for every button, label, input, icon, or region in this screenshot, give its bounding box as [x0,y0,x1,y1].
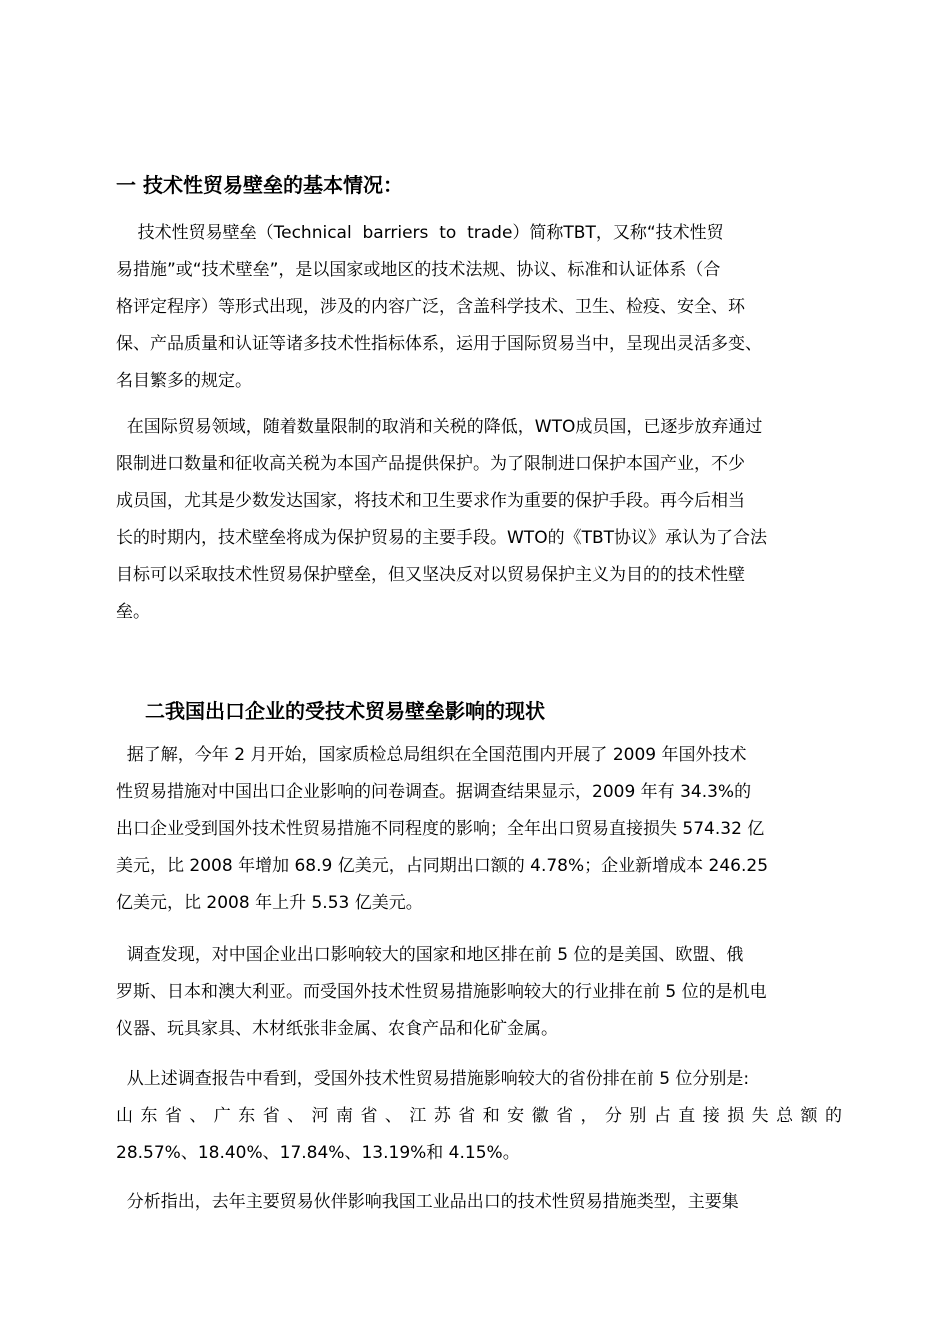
section-2-paragraph-1 [116,737,842,922]
text-line: 易措施”或“技术壁垒”，是以国家或地区的技术法规、协议、标准和认证体系（合 [116,260,721,280]
text-line: 仪器、玩具家具、木材纸张非金属、农食产品和化矿金属。 [116,1019,558,1039]
text-line: 出口企业受到国外技术性贸易措施不同程度的影响；全年出口贸易直接损失 574.32 亿 [116,819,765,839]
text-line: 保、产品质量和认证等诸多技术性指标体系，运用于国际贸易当中，呈现出灵活多变、 [116,334,762,354]
text-line: 山 东 省 、 广 东 省 、 河 南 省 、 江 苏 省 和 安 徽 省 ， 分 别 占 直 接 损 失 总 额 的 [116,1106,842,1126]
text-line: 垒。 [116,602,150,622]
text-line: 成员国，尤其是少数发达国家，将技术和卫生要求作为重要的保护手段。再今后相当 [116,491,745,511]
text-line: 格评定程序）等形式出现，涉及的内容广泛，含盖科学技术、卫生、检疫、安全、环 [116,297,745,317]
section-1-paragraph-2 [116,409,842,631]
text-line: 性贸易措施对中国出口企业影响的问卷调查。据调查结果显示，2009 年有 34.3%的 [116,782,752,802]
section-1-paragraph-1 [116,215,842,400]
section-1-heading: 一 技术性贸易壁垒的基本情况： [116,173,403,197]
text-line: 分析指出，去年主要贸易伙伴影响我国工业品出口的技术性贸易措施类型，主要集 [116,1192,739,1212]
section-2-paragraph-2 [116,937,842,1048]
text-line: 从上述调查报告中看到，受国外技术性贸易措施影响较大的省份排在前 5 位分别是: [116,1069,750,1089]
text-line: 美元，比 2008 年增加 68.9 亿美元，占同期出口额的 4.78%；企业新增成本 246.25 [116,856,769,876]
text-line: 据了解，今年 2 月开始，国家质检总局组织在全国范围内开展了 2009 年国外技术 [116,745,747,765]
text-line: 调查发现，对中国企业出口影响较大的国家和地区排在前 5 位的是美国、欧盟、俄 [116,945,744,965]
text-line: 在国际贸易领域，随着数量限制的取消和关税的降低，WTO成员国，已逐步放弃通过 [116,417,763,437]
text-line: 长的时期内，技术壁垒将成为保护贸易的主要手段。WTO的《TBT协议》承认为了合法 [116,528,768,548]
section-2-paragraph-3 [116,1061,842,1172]
text-line: 目标可以采取技术性贸易保护壁垒，但又坚决反对以贸易保护主义为目的的技术性壁 [116,565,745,585]
text-line: 技术性贸易壁垒（Technical barriers to trade）简称TBT，又称“技术性贸 [116,223,724,243]
section-2-heading: 二我国出口企业的受技术贸易壁垒影响的现状 [145,699,545,723]
section-2-paragraph-4 [116,1184,842,1221]
text-line: 名目繁多的规定。 [116,371,252,391]
text-line: 亿美元，比 2008 年上升 5.53 亿美元。 [116,893,423,913]
text-line: 罗斯、日本和澳大利亚。而受国外技术性贸易措施影响较大的行业排在前 5 位的是机电 [116,982,767,1002]
text-line: 限制进口数量和征收高关税为本国产品提供保护。为了限制进口保护本国产业，不少 [116,454,745,474]
text-line: 28.57%、18.40%、17.84%、13.19%和 4.15%。 [116,1143,520,1163]
